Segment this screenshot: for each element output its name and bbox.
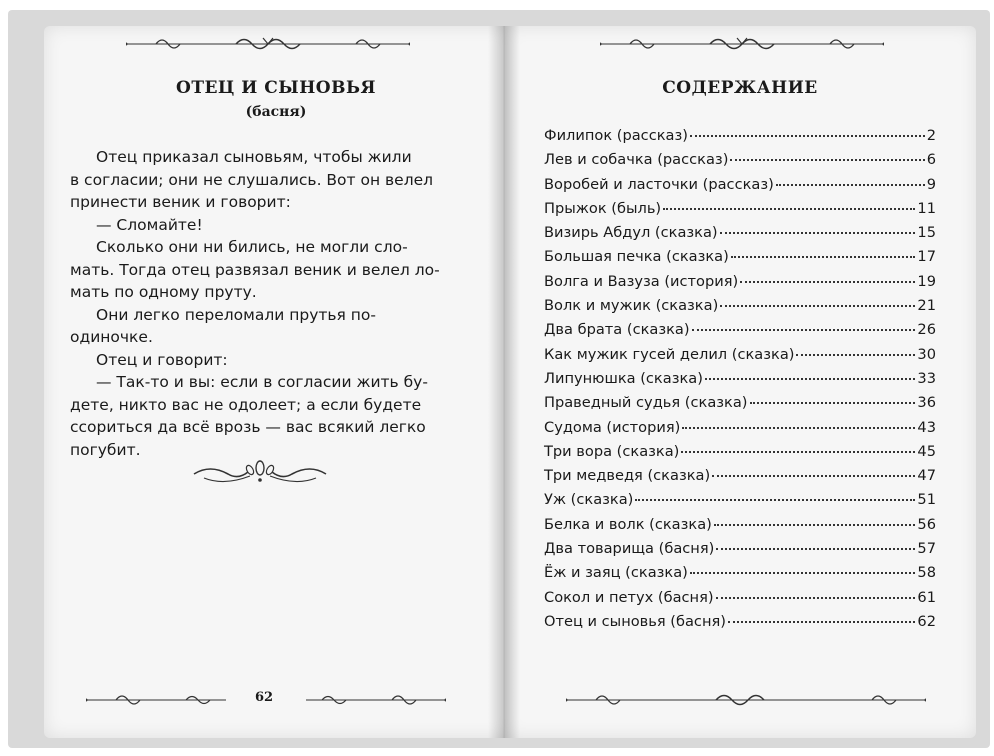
toc-entry-page: 30 [917,345,936,363]
toc-dot-leader [716,547,915,550]
toc-entry-page: 6 [926,151,936,169]
toc-dot-leader [716,596,916,599]
toc-dot-leader [750,401,916,404]
toc-entry [544,516,936,540]
toc-entry-title: Воробей и ласточки (рассказ) [544,175,774,193]
toc-entry [544,443,936,467]
toc-entry [544,297,936,321]
toc-entry [544,613,936,637]
toc-entry-title: Судома (история) [544,418,681,436]
toc-entry-title: Три медведя (сказка) [544,467,711,485]
toc-entry [544,151,936,175]
toc-entry [544,564,936,588]
toc-entry-title: Волга и Вазуза (история) [544,272,739,290]
toc-entry [544,540,936,564]
fable-line: мать. Тогда отец развязал веник и велел ло- [70,260,440,279]
toc-entry-title: Визирь Абдул (сказка) [544,224,718,242]
fable-subtitle: (басня) [245,104,307,120]
toc-entry-page: 57 [917,540,936,558]
toc-entry-title: Праведный судья (сказка) [544,394,748,412]
toc-entry [544,248,936,272]
toc-dot-leader [796,353,915,356]
toc-entry-page: 21 [917,297,936,315]
toc-entry [544,200,936,224]
toc-entry [544,176,936,200]
toc-entry-title: Ёж и заяц (сказка) [544,564,688,582]
toc-entry-title: Уж (сказка) [544,491,634,509]
toc-entry [544,467,936,491]
toc-entry-title: Белка и волк (сказка) [544,515,712,533]
toc-entry-title: Как мужик гусей делил (сказка) [544,345,795,363]
fable-line: Сколько они ни бились, не могли сло- [96,238,408,256]
fable-line: Отец и говорит: [96,350,228,369]
fable-line: Отец приказал сыновьям, чтобы жили [96,148,412,166]
toc-dot-leader [730,158,924,161]
toc-entry [544,127,936,151]
toc-entry-page: 61 [917,588,936,606]
toc-dot-leader [714,523,916,526]
toc-entry [544,273,936,297]
toc-dot-leader [728,620,915,623]
fable-line: ссориться да всё врозь — вас всякий легко [70,418,426,436]
toc-entry-page: 51 [917,491,936,509]
toc-entry-page: 11 [917,199,936,217]
toc-entry [544,370,936,394]
toc-entry-page: 9 [926,175,936,193]
toc-dot-leader [712,474,915,477]
toc-entry-page: 45 [917,442,936,460]
toc-dot-leader [776,183,925,186]
toc-entry-page: 62 [917,612,936,630]
toc-entry-page: 15 [917,224,936,242]
toc-entry-title: Отец и сыновья (басня) [544,612,726,630]
toc-entry-page: 33 [917,369,936,387]
toc-entry [544,394,936,418]
toc-entry-page: 19 [917,272,936,290]
fable-end-ornament [190,458,330,486]
toc-dot-leader [663,207,915,210]
page-number: 62 [254,690,274,705]
toc-entry [544,321,936,345]
fable-line: в согласии; они не слушались. Вот он велел [70,170,434,189]
fable-line: погубит. [70,440,141,459]
toc-entry-title: Два товарища (басня) [544,540,715,558]
contents-title: СОДЕРЖАНИЕ [662,78,818,98]
toc-dot-leader [690,134,925,137]
fable-line: Они легко переломали прутья по- [96,305,376,324]
toc-entry-page: 58 [917,564,936,582]
fable-line: мать по одному пруту. [70,283,257,301]
toc-entry [544,224,936,248]
toc-entry-title: Два брата (сказка) [544,321,690,339]
toc-dot-leader [690,571,916,574]
toc-dot-leader [692,328,916,331]
toc-entry-page: 36 [917,394,936,412]
fable-line: принести веник и говорит: [70,193,291,211]
fable-line: — Сломайте! [96,215,203,234]
toc-dot-leader [731,255,916,258]
toc-dot-leader [681,450,915,453]
book-gutter [488,26,520,738]
toc-dot-leader [682,426,915,429]
toc-entry-page: 17 [917,248,936,266]
toc-entry [544,346,936,370]
toc-entry-page: 47 [917,467,936,485]
fable-line: дете, никто вас не одолеет; а если будете [70,395,422,414]
toc-entry [544,491,936,515]
toc-entry [544,419,936,443]
toc-entry [544,589,936,613]
toc-entry-title: Прыжок (быль) [544,199,662,217]
toc-entry-page: 2 [926,127,936,144]
footer-ornament-right [566,690,926,710]
fable-text [70,146,460,461]
toc-dot-leader [635,498,915,501]
toc-entry-title: Лев и собачка (рассказ) [544,151,729,169]
toc-entry-title: Сокол и петух (басня) [544,588,714,606]
fable-line: одиночке. [70,328,153,346]
header-ornament-left [126,36,410,52]
toc-entry-title: Липунюшка (сказка) [544,369,703,387]
table-of-contents [544,127,936,637]
toc-entry-title: Три вора (сказка) [544,442,680,460]
toc-entry-title: Большая печка (сказка) [544,248,729,266]
toc-dot-leader [740,280,915,283]
toc-entry-page: 56 [917,515,936,533]
toc-dot-leader [720,304,915,307]
toc-dot-leader [720,231,916,234]
fable-title: ОТЕЦ И СЫНОВЬЯ [176,78,376,98]
toc-entry-page: 43 [917,418,936,436]
header-ornament-right [600,36,884,52]
toc-entry-title: Волк и мужик (сказка) [544,297,719,315]
fable-line: — Так-то и вы: если в согласии жить бу- [96,373,428,391]
toc-dot-leader [705,377,916,380]
toc-entry-title: Филипок (рассказ) [544,127,688,144]
toc-entry-page: 26 [917,321,936,339]
